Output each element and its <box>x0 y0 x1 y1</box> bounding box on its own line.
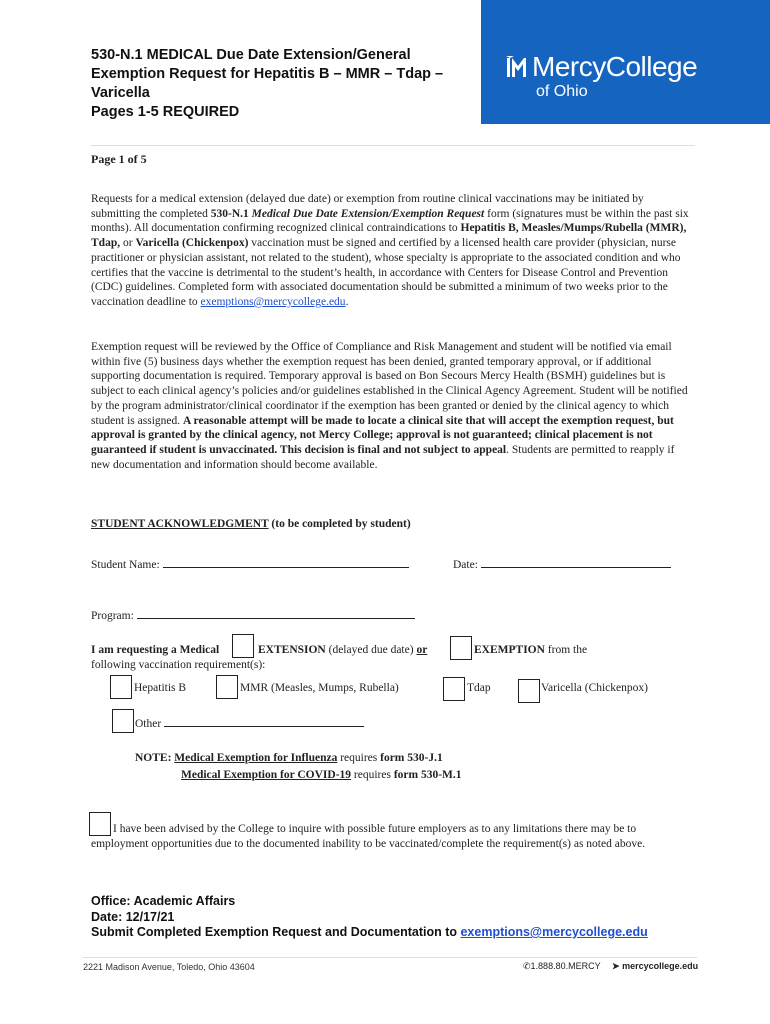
request-line-1-left <box>91 644 219 656</box>
request-line-1-mid <box>258 644 427 656</box>
exemption-note: from the <box>544 644 588 656</box>
other-label: Other <box>135 718 165 730</box>
ack-title: STUDENT ACKNOWLEDGMENT <box>91 518 269 530</box>
or-word: or <box>416 644 428 656</box>
title-line-2: Exemption Request for Hepatitis B – MMR – Tdap – <box>91 66 444 82</box>
note-label: NOTE: <box>135 752 175 764</box>
advised-text: I have been advised by the College to inquire with possible future employers as to any limitations there may be to employment opportunities due to the documented inability to be vaccinated/complete the requirement(s) as noted above. <box>91 823 646 850</box>
extension-word: EXTENSION <box>258 644 326 656</box>
varicella-label: Varicella (Chickenpox) <box>135 237 249 250</box>
para2-text-1: Exemption request will be reviewed by the Office of Compliance and Risk Management and student will be notified via email within five (5) business days whether the exemption request has been denied, granted temporary approval, or if additional supporting documentation is required. Temporary approval is based on Bon Secours Mercy Health (BSMH) guidelines but is subject to each clinical agency’s policies and/or guidelines established in the Clinical Agency Agreement. Student will be notified by the program administrator/clinical coordinator if the exemption has been granted or denied by the clinical agency to which student is assigned. <box>91 341 688 427</box>
mmr-label: MMR (Measles, Mumps, Rubella) <box>240 682 399 694</box>
footer-phone <box>523 961 601 972</box>
program-label: Program: <box>91 610 137 622</box>
program-row <box>91 608 415 622</box>
varicella-label: Varicella (Chickenpox) <box>541 682 648 694</box>
varicella-checkbox[interactable] <box>518 679 540 703</box>
para1-end: . <box>345 295 349 308</box>
advised-statement <box>91 822 651 851</box>
form-id: 530-N.1 <box>210 207 249 220</box>
tdap-label: Tdap <box>467 682 491 694</box>
submit-email-link[interactable]: exemptions@mercycollege.edu <box>460 925 648 939</box>
extension-note: (delayed due date) <box>325 644 417 656</box>
request-line-2: following vaccination requirement(s): <box>91 659 266 671</box>
para1-text-2: form (signatures must be within the past six months). All documentation confirming recognized clinical contraindications to <box>91 207 689 235</box>
exemption-checkbox[interactable] <box>450 636 472 660</box>
mmr-checkbox[interactable] <box>216 675 238 699</box>
office-line: Office: Academic Affairs <box>91 894 236 908</box>
footer-website <box>612 961 698 972</box>
other-field[interactable] <box>164 716 364 727</box>
para1-or: or <box>120 237 136 250</box>
hepatitis-b-label: Hepatitis B <box>134 682 187 694</box>
influenza-exemption-link: Medical Exemption for Influenza <box>174 752 338 764</box>
college-logo-icon <box>506 56 530 78</box>
footer-phone-number: 1.888.80.MERCY <box>530 961 601 971</box>
hepatitis-b-checkbox[interactable] <box>110 675 132 699</box>
program-field[interactable] <box>137 608 415 619</box>
note-flu-mid: requires <box>337 752 381 764</box>
title-line-3: Varicella <box>91 85 150 101</box>
college-logo-subtitle: of Ohio <box>536 83 588 100</box>
covid-form-id: form 530-M.1 <box>393 769 462 781</box>
footer-website-url[interactable]: mercycollege.edu <box>622 961 699 971</box>
ack-section-title <box>91 518 411 530</box>
footer-divider <box>83 957 697 958</box>
footer-address: 2221 Madison Avenue, Toledo, Ohio 43604 <box>83 962 255 972</box>
student-name-row <box>91 557 409 571</box>
para1-text-3: vaccination must be signed and certified by a licensed health care provider (physician, nurse practitioner or physician assistant, not related to the student), whose specialty is appropriate to the associated condition and who certifies that the vaccine is detrimental to the student’s health, in accordance with Centers for Disease Control and Prevention (CDC) guidelines. Completed form with associated documentation should be submitted a minimum of two weeks prior to the vaccination deadline to <box>91 237 681 308</box>
student-name-label: Student Name: <box>91 559 163 571</box>
request-line-1-right <box>474 644 587 656</box>
request-prefix: I am requesting a Medical <box>91 644 220 656</box>
exemptions-email-link[interactable]: exemptions@mercycollege.edu <box>200 295 346 308</box>
date-field[interactable] <box>481 557 671 568</box>
phone-icon: ✆ <box>523 961 531 971</box>
para2-text-2: . Students are permitted to reapply if new documentation and information should become available. <box>91 443 675 471</box>
vaccine-list: Hepatitis B, Measles/Mumps/Rubella (MMR), Tdap, <box>91 222 687 250</box>
extension-checkbox[interactable] <box>232 634 254 658</box>
submit-prefix: Submit Completed Exemption Request and Documentation to <box>91 925 461 939</box>
title-line-1: 530-N.1 MEDICAL Due Date Extension/General <box>91 47 411 63</box>
header-divider <box>91 145 695 146</box>
tdap-checkbox[interactable] <box>443 677 465 701</box>
date-label: Date: <box>453 559 481 571</box>
title-line-4: Pages 1-5 REQUIRED <box>91 104 240 120</box>
college-logo-name: MercyCollege <box>532 51 698 82</box>
para1-text-1: Requests for a medical extension (delayed due date) or exemption from routine clinical vaccinations may be initiated by submitting the completed <box>91 193 644 220</box>
office-date: Date: 12/17/21 <box>91 909 175 924</box>
approval-disclaimer: A reasonable attempt will be made to locate a clinical site that will accept the exemption request, but approval is granted by the clinical agency, not Mercy College; approval is not guaranteed; clinical placement is not guaranteed if student is unvaccinated. This decision is final and not subject to appeal <box>91 414 674 456</box>
ack-title-note: (to be completed by student) <box>268 518 411 530</box>
student-name-field[interactable] <box>163 557 409 568</box>
note-covid <box>135 767 462 784</box>
influenza-form-id: form 530-J.1 <box>380 752 443 764</box>
note-covid-mid: requires <box>351 769 394 781</box>
review-paragraph <box>91 340 691 472</box>
exemption-word: EXEMPTION <box>474 644 545 656</box>
other-row <box>135 716 364 730</box>
intro-paragraph <box>91 192 691 310</box>
covid-exemption-link: Medical Exemption for COVID-19 <box>181 769 352 781</box>
note-influenza <box>135 750 462 767</box>
other-checkbox[interactable] <box>112 709 134 733</box>
submit-line <box>91 925 648 941</box>
page-number: Page 1 of 5 <box>91 152 147 166</box>
note-block <box>135 750 462 784</box>
form-name: Medical Due Date Extension/Exemption Request <box>251 207 485 220</box>
office-block <box>91 894 648 941</box>
pointer-arrow-icon: ➤ <box>612 961 620 971</box>
document-title <box>91 46 481 122</box>
date-row <box>453 557 671 571</box>
